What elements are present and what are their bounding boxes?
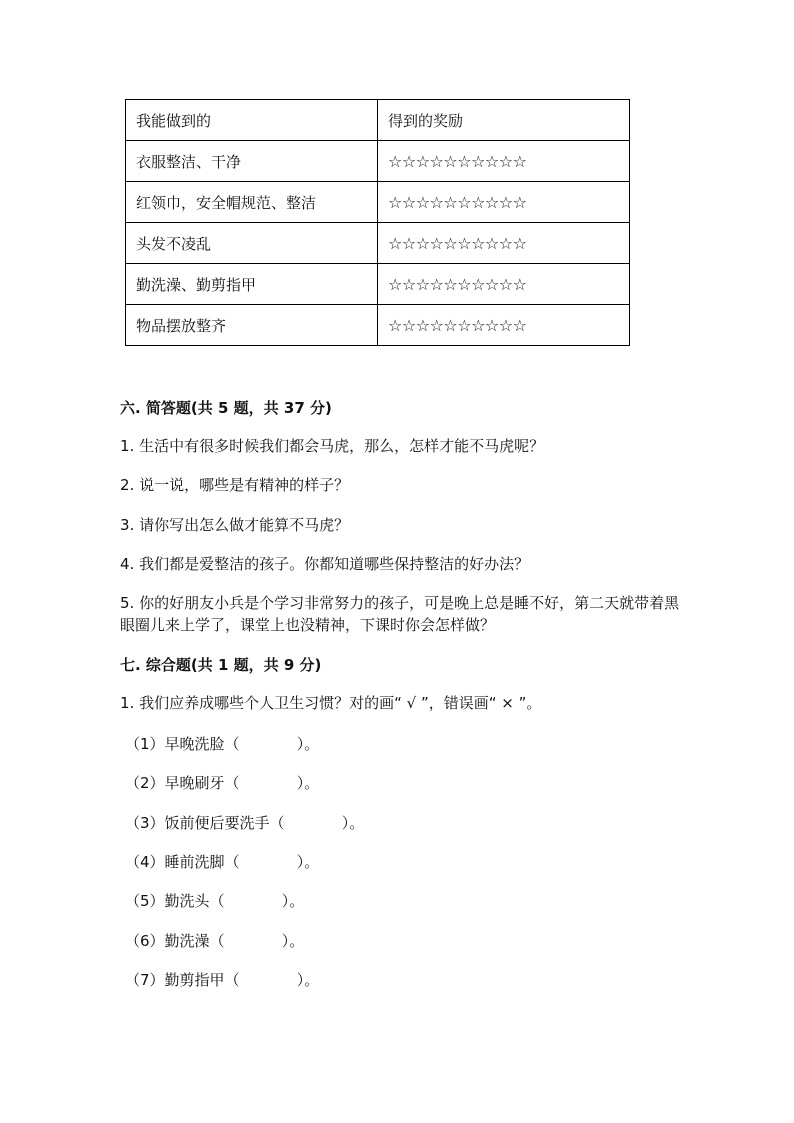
judgement-item-1: （1）早晚洗脸（ ）。 xyxy=(125,735,320,753)
table-header-cell: 我能做到的 xyxy=(126,100,378,141)
section-6-question-4: 4. 我们都是爱整洁的孩子。你都知道哪些保持整洁的好办法？ xyxy=(120,555,530,573)
judgement-item-7: （7）勤剪指甲（ ）。 xyxy=(125,971,320,989)
table-cell-label: 勤洗澡、勤剪指甲 xyxy=(126,264,378,305)
table-header-row xyxy=(126,100,630,141)
table-cell-stars: ☆☆☆☆☆☆☆☆☆☆ xyxy=(378,182,630,223)
judgement-item-4: （4）睡前洗脚（ ）。 xyxy=(125,853,320,871)
section-7-question-1: 1. 我们应养成哪些个人卫生习惯？对的画“ √ ”，错误画“ × ”。 xyxy=(120,694,542,712)
section-7-title: 七. 综合题(共 1 题，共 9 分) xyxy=(120,656,322,674)
table-cell-stars: ☆☆☆☆☆☆☆☆☆☆ xyxy=(378,141,630,182)
judgement-item-6: （6）勤洗澡（ ）。 xyxy=(125,932,305,950)
table-row xyxy=(126,182,630,223)
reward-table xyxy=(125,99,630,346)
section-6-question-3: 3. 请你写出怎么做才能算不马虎？ xyxy=(120,516,350,534)
section-6-question-1: 1. 生活中有很多时候我们都会马虎，那么，怎样才能不马虎呢？ xyxy=(120,437,545,455)
judgement-item-5: （5）勤洗头（ ）。 xyxy=(125,892,305,910)
table-header-cell: 得到的奖励 xyxy=(378,100,630,141)
table-row xyxy=(126,141,630,182)
table-cell-stars: ☆☆☆☆☆☆☆☆☆☆ xyxy=(378,305,630,346)
judgement-item-2: （2）早晚刷牙（ ）。 xyxy=(125,774,320,792)
table-cell-label: 红领巾，安全帽规范、整洁 xyxy=(126,182,378,223)
table-row xyxy=(126,264,630,305)
table-row xyxy=(126,223,630,264)
judgement-item-3: （3）饭前便后要洗手（ ）。 xyxy=(125,814,365,832)
table-cell-stars: ☆☆☆☆☆☆☆☆☆☆ xyxy=(378,264,630,305)
section-6-title: 六. 简答题(共 5 题，共 37 分) xyxy=(120,399,332,417)
table-cell-stars: ☆☆☆☆☆☆☆☆☆☆ xyxy=(378,223,630,264)
table-cell-label: 头发不凌乱 xyxy=(126,223,378,264)
table-cell-label: 衣服整洁、干净 xyxy=(126,141,378,182)
table-cell-label: 物品摆放整齐 xyxy=(126,305,378,346)
section-6-question-2: 2. 说一说，哪些是有精神的样子？ xyxy=(120,476,350,494)
table-row xyxy=(126,305,630,346)
section-6-question-5: 5. 你的好朋友小兵是个学习非常努力的孩子，可是晚上总是睡不好，第二天就带着黑眼圈儿来上学了，课堂上也没精神，下课时你会怎样做？ xyxy=(120,594,680,634)
